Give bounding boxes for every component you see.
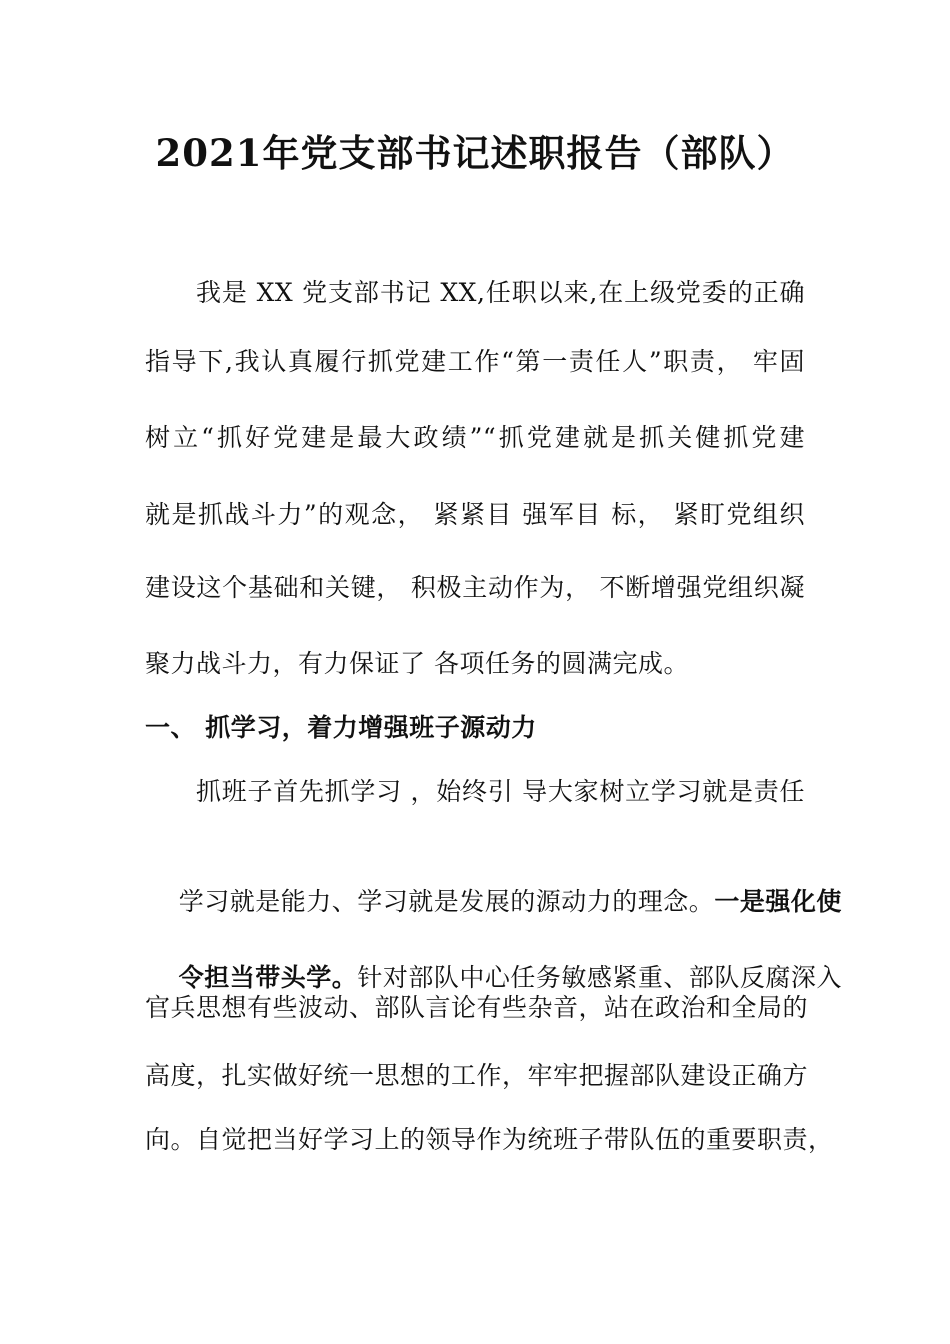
- section-1-line-5: 高度，扎实做好统一思想的工作，牢牢把握部队建设正确方: [145, 1061, 809, 1090]
- section-1-line-4: 官兵思想有些波动、部队言论有些杂音，站在政治和全局的: [145, 993, 809, 1022]
- intro-line-6: 聚力战斗力，有力保证了 各项任务的圆满完成。: [145, 649, 689, 678]
- section-1-line-2-text: 学习就是能力、学习就是发展的源动力的理念。: [178, 887, 715, 916]
- intro-line-3: 树立“抓好党建是最大政绩”“抓党建就是抓关健抓党建: [145, 423, 805, 452]
- section-1-heading: 一、 抓学习，着力增强班子源动力: [145, 713, 537, 742]
- document-title: 2021年党支部书记述职报告（部队）: [155, 131, 795, 175]
- intro-line-4: 就是抓战斗力”的观念， 紧紧目 强军目 标， 紧盯党组织: [145, 500, 805, 529]
- section-1-line-1: 抓班子首先抓学习 ，始终引 导大家树立学习就是责任: [196, 777, 805, 806]
- intro-line-2: 指导下,我认真履行抓党建工作“第一责任人”职责， 牢固: [145, 347, 805, 376]
- intro-line-1: 我是 XX 党支部书记 XX,任职以来,在上级党委的正确: [196, 278, 805, 307]
- section-1-line-3-text: 针对部队中心任务敏感紧重、部队反腐深入: [357, 963, 842, 992]
- section-1-line-6: 向。自觉把当好学习上的领导作为统班子带队伍的重要职责，: [145, 1125, 834, 1154]
- bold-phrase-part1: 一是强化使: [714, 887, 842, 916]
- intro-line-5: 建设这个基础和关键， 积极主动作为， 不断增强党组织凝: [145, 573, 805, 602]
- bold-phrase-part2: 令担当带头学。: [178, 963, 358, 992]
